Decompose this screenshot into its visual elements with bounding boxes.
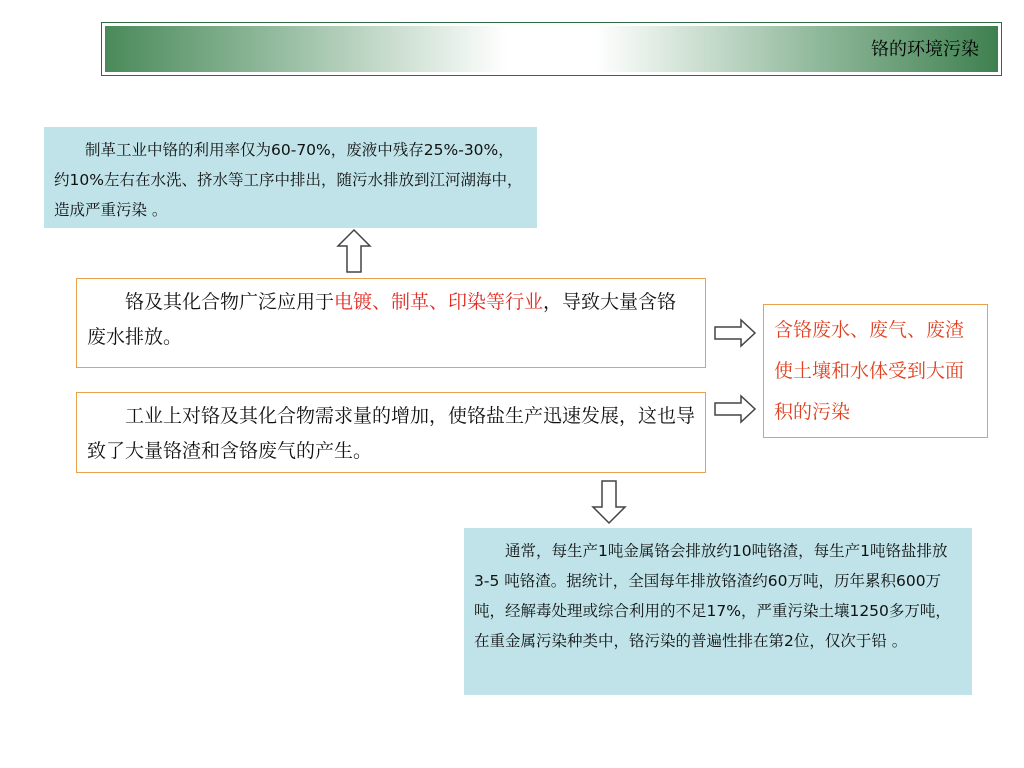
demand-text: 工业上对铬及其化合物需求量的增加，使铬盐生产迅速发展，这也导致了大量铬渣和含铬废气的产生。 [87,405,696,462]
arrow-up-icon [336,228,372,274]
top-info-box [44,127,537,228]
application-text-before: 铬及其化合物广泛应用于 [125,291,335,313]
application-text-after: ，导致大量含铬废水排放。 [87,291,677,348]
demand-box [76,392,706,473]
arrow-down-icon [591,479,627,525]
arrow-right-icon [713,394,757,424]
title-bar [101,22,1002,76]
statistics-box [464,528,972,695]
top-info-text: 制革工业中铬的利用率仅为60-70%，废液中残存25%-30%，约10%左右在水洗、挤水等工序中排出，随污水排放到江河湖海中，造成严重污染 。 [54,141,523,219]
title-bar-gradient [105,26,998,72]
result-text: 含铬废水、废气、废渣使土壤和水体受到大面积的污染 [774,319,965,423]
application-highlight: 电镀、制革、印染等行业 [334,291,544,313]
page-title: 铬的环境污染 [871,39,979,60]
result-box [763,304,988,438]
arrow-right-icon [713,318,757,348]
statistics-text: 通常，每生产1吨金属铬会排放约10吨铬渣，每生产1吨铬盐排放3-5 吨铬渣。据统计，全国每年排放铬渣约60万吨，历年累积600万吨，经解毒处理或综合利用的不足17%，严重污染土壤1250多万吨，在重金属污染种类中，铬污染的普遍性排在第2位，仅次于铅 。 [474,542,951,650]
application-box [76,278,706,368]
